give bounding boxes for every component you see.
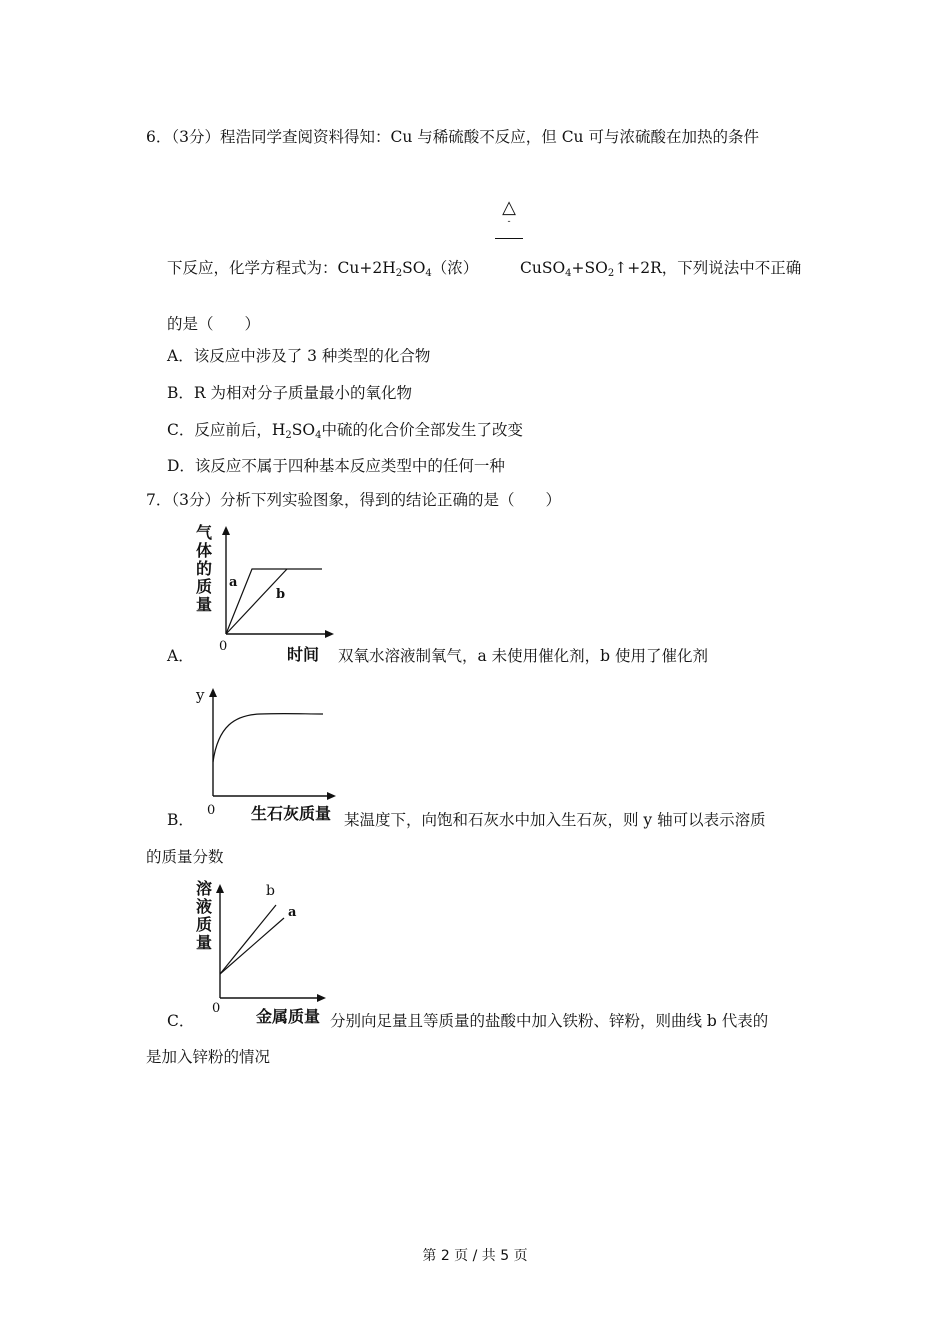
reaction-condition: [494, 198, 524, 239]
q6-equation-so2: +SO: [571, 259, 608, 277]
graph-c-label-a: a: [288, 905, 297, 920]
graph-b-y-arrow: [209, 688, 217, 697]
q6-stem-line1: 程浩同学查阅资料得知：Cu 与稀硫酸不反应，但 Cu 可与浓硫酸在加热的条件: [220, 128, 759, 146]
sub: 4: [565, 268, 572, 279]
q6-option-c-a: C．反应前后，H: [167, 421, 286, 439]
q6-equation-right: ↑+2R，下列说法中不正确: [614, 259, 802, 277]
q6-line3: 的是（ ）: [167, 315, 261, 333]
q7-option-b-text2: 的质量分数: [146, 848, 224, 866]
reaction-arrow-line: [495, 238, 523, 239]
graph-a-ylabel-char: 质: [196, 577, 213, 596]
graph-c-xlabel: 金属质量: [256, 1007, 321, 1026]
graph-c-origin: 0: [212, 1001, 221, 1016]
q7-option-c-label: C．: [167, 1012, 195, 1030]
q6-option-c-c: 中硫的化合价全部发生了改变: [321, 421, 523, 439]
graph-a-y-arrow: [222, 526, 230, 535]
graph-b-curve: [213, 714, 323, 762]
graph-b-ylabel: y: [196, 686, 205, 704]
graph-c-ylabel-char: 量: [196, 933, 213, 952]
graph-a-x-arrow: [325, 630, 334, 638]
q7-stem: [146, 490, 561, 510]
q7-number: 7．: [146, 491, 172, 509]
graph-c-x-arrow: [317, 994, 326, 1002]
q6-number: 6．: [146, 128, 172, 146]
q6-score: （3分）: [171, 128, 220, 146]
graph-c: [190, 878, 340, 1026]
q7-option-a-text: 双氧水溶液制氧气，a 未使用催化剂，b 使用了催化剂: [338, 647, 709, 665]
q7-option-c-text2: 是加入锌粉的情况: [146, 1048, 271, 1066]
graph-b-plot: [190, 684, 350, 809]
sub: 2: [395, 268, 403, 279]
heat-symbol: △: [502, 197, 516, 218]
graph-b-x-arrow: [327, 792, 336, 800]
graph-a-ylabel-char: 的: [196, 559, 213, 578]
q6-option-c-b: SO: [291, 421, 316, 439]
sub: 4: [425, 268, 432, 279]
q6-option-a: A．该反应中涉及了 3 种类型的化合物: [167, 347, 431, 365]
graph-b-origin: 0: [207, 803, 216, 818]
graph-b: [190, 684, 350, 829]
q6-option-b: B．R 为相对分子质量最小的氧化物: [167, 384, 412, 402]
q6-option-c: [167, 420, 523, 440]
graph-c-curve-b: [220, 905, 276, 974]
q6-line1: [146, 127, 759, 147]
q7-option-c-text: 分别向足量且等质量的盐酸中加入铁粉、锌粉，则曲线 b 代表的: [330, 1012, 769, 1030]
graph-b-xlabel: 生石灰质量: [251, 804, 332, 823]
q7-stem-text: 分析下列实验图象，得到的结论正确的是（ ）: [220, 491, 562, 509]
sub: 2: [285, 430, 292, 441]
graph-c-ylabel-char: 质: [196, 915, 213, 934]
q6-option-d: D．该反应不属于四种基本反应类型中的任何一种: [167, 457, 505, 475]
graph-c-plot: [190, 878, 340, 1003]
sub: 2: [607, 268, 615, 279]
q7-option-b-label: B．: [167, 811, 194, 829]
graph-a-ylabel-char: 体: [196, 541, 213, 560]
graph-a: [190, 522, 340, 662]
sub: 4: [315, 430, 322, 441]
q6-equation-conc: （浓）: [431, 259, 479, 277]
graph-a-xlabel: 时间: [287, 645, 320, 664]
q6-equation-cuso: CuSO: [520, 259, 566, 277]
q6-equation-left: 下反应，化学方程式为：Cu+2H: [167, 259, 396, 277]
graph-c-label-b: b: [266, 883, 275, 899]
graph-a-origin: 0: [219, 639, 228, 654]
q6-line2-right: [520, 258, 801, 278]
graph-a-label-a: a: [229, 575, 238, 590]
graph-c-ylabel-char: 液: [196, 897, 213, 916]
page-footer: 第 2 页 / 共 5 页: [422, 1248, 528, 1264]
graph-a-ylabel-char: 气: [196, 523, 213, 542]
q7-option-a-label: A．: [167, 647, 194, 665]
graph-c-curve-a: [220, 918, 284, 974]
reaction-dash: -: [507, 217, 511, 227]
q6-equation-so: SO: [402, 259, 426, 277]
graph-c-ylabel-char: 溶: [196, 879, 213, 898]
graph-c-y-arrow: [216, 884, 224, 893]
q6-line2: [167, 258, 478, 278]
q7-option-b-text: 某温度下，向饱和石灰水中加入生石灰，则 y 轴可以表示溶质: [344, 811, 766, 829]
graph-a-ylabel-char: 量: [196, 595, 213, 614]
graph-a-label-b: b: [276, 587, 286, 602]
q7-score: （3分）: [171, 491, 220, 509]
graph-a-plot: [190, 522, 340, 647]
graph-a-curve-a: [226, 569, 322, 634]
